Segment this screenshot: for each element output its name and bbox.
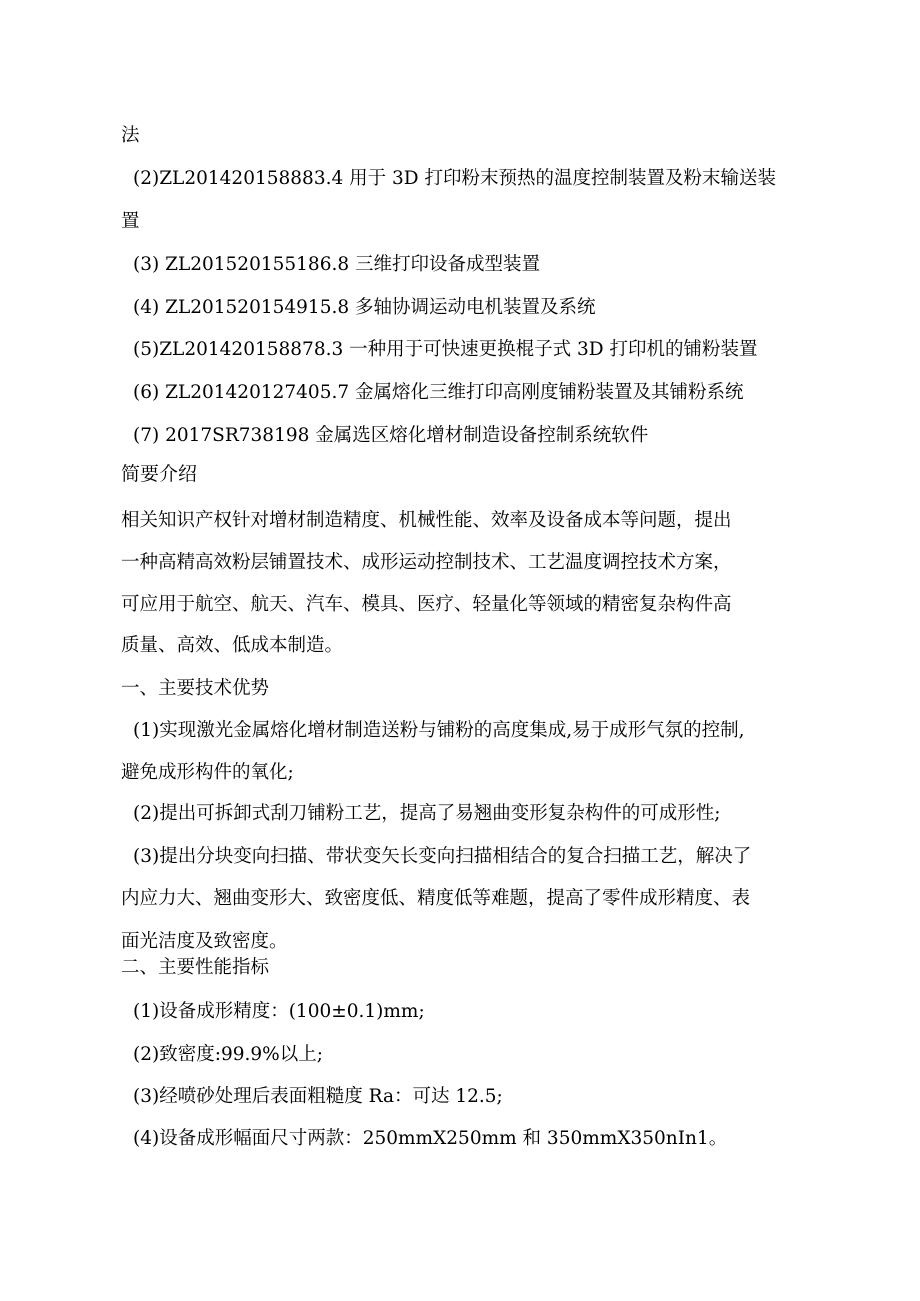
spec-2: (2)致密度:99.9%以上; [133, 1044, 323, 1065]
advantage-3-line2: 内应力大、翘曲变形大、致密度低、精度低等难题，提高了零件成形精度、表 [121, 888, 751, 909]
spec-1: (1)设备成形精度：(100±0.1)mm; [133, 1001, 425, 1022]
patent-list-tail: 法 [121, 125, 140, 146]
advantage-1-line1: (1)实现激光金属熔化增材制造送粉与铺粉的高度集成,易于成形气氛的控制, [133, 720, 745, 741]
advantage-1-line2: 避免成形构件的氧化; [121, 762, 294, 783]
patent-item-7: (7) 2017SR738198 金属选区熔化增材制造设备控制系统软件 [133, 425, 649, 446]
patent-item-2-line1: (2)ZL201420158883.4 用于 3D 打印粉末预热的温度控制装置及粉末输送装 [133, 168, 776, 189]
intro-line-3: 可应用于航空、航天、汽车、模具、医疗、轻量化等领域的精密复杂构件高 [121, 594, 732, 615]
advantage-3-line3: 面光洁度及致密度。 [121, 931, 288, 952]
intro-line-4: 质量、高效、低成本制造。 [121, 635, 344, 656]
patent-item-5: (5)ZL201420158878.3 一种用于可快速更换棍子式 3D 打印机的铺粉装置 [133, 339, 758, 360]
advantages-heading: 一、主要技术优势 [121, 678, 270, 699]
patent-item-6: (6) ZL201420127405.7 金属熔化三维打印高刚度铺粉装置及其铺粉系统 [133, 382, 744, 403]
intro-heading: 简要介绍 [121, 463, 198, 485]
advantage-2: (2)提出可拆卸式刮刀铺粉工艺，提高了易翘曲变形复杂构件的可成形性; [133, 803, 721, 824]
patent-item-4: (4) ZL201520154915.8 多轴协调运动电机装置及系统 [133, 297, 596, 318]
advantage-3-line1: (3)提出分块变向扫描、带状变矢长变向扫描相结合的复合扫描工艺，解决了 [133, 846, 752, 867]
spec-3: (3)经喷砂处理后表面粗糙度 Ra：可达 12.5; [133, 1086, 503, 1107]
intro-line-1: 相关知识产权针对增材制造精度、机械性能、效率及设备成本等问题，提出 [121, 510, 732, 531]
patent-item-2-line2: 置 [121, 211, 140, 232]
spec-4: (4)设备成形幅面尺寸两款：250mmX250mm 和 350mmX350nIn1。 [133, 1128, 728, 1149]
intro-line-2: 一种高精高效粉层铺置技术、成形运动控制技术、工艺温度调控技术方案， [121, 552, 732, 573]
patent-item-3: (3) ZL201520155186.8 三维打印设备成型装置 [133, 254, 541, 275]
specs-heading: 二、主要性能指标 [121, 957, 270, 978]
